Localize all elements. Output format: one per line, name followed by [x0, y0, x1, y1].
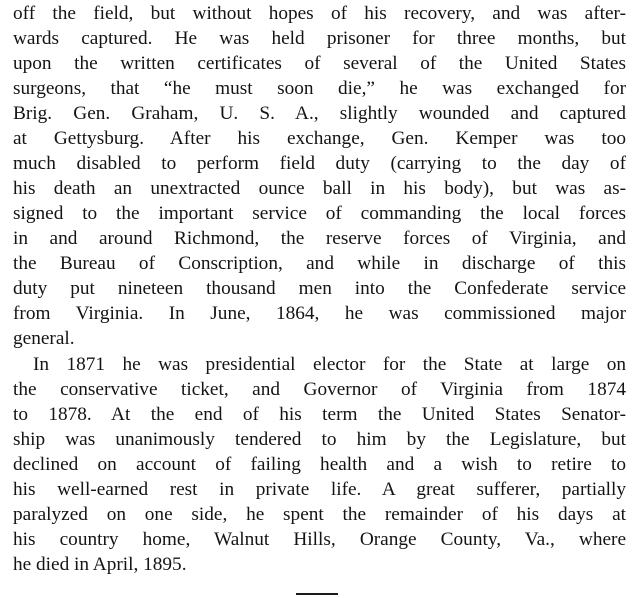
- text-line: general.: [13, 328, 75, 349]
- text-line: the Bureau of Conscription, and while in discharge of this: [13, 253, 626, 274]
- text-line: surgeons, that “he must soon die,” he was exchanged for: [13, 78, 626, 99]
- text-line: his death an unextracted ounce ball in his body), but was as-: [13, 178, 626, 199]
- text-line: signed to the important service of commanding the local forces: [13, 203, 626, 224]
- text-line: the conservative ticket, and Governor of Virginia from 1874: [13, 379, 626, 400]
- section-divider: [296, 593, 338, 595]
- text-line: his country home, Walnut Hills, Orange County, Va., where: [13, 529, 626, 550]
- text-line: at Gettysburg. After his exchange, Gen. Kemper was too: [13, 128, 626, 149]
- text-line: paralyzed on one side, he spent the remainder of his days at: [13, 504, 626, 525]
- text-line: his well-earned rest in private life. A great sufferer, partially: [13, 479, 626, 500]
- text-line: declined on account of failing health and a wish to retire to: [13, 454, 626, 475]
- text-line: in and around Richmond, the reserve forces of Virginia, and: [13, 228, 626, 249]
- text-line: upon the written certificates of several of the United States: [13, 53, 626, 74]
- text-line: off the field, but without hopes of his recovery, and was after-: [13, 3, 626, 24]
- text-line: from Virginia. In June, 1864, he was commissioned major: [13, 303, 626, 324]
- text-line: wards captured. He was held prisoner for three months, but: [13, 28, 626, 49]
- text-line: ship was unanimously tendered to him by the Legislature, but: [13, 429, 626, 450]
- text-line: to 1878. At the end of his term the United States Senator-: [13, 404, 626, 425]
- text-line: In 1871 he was presidential elector for the State at large on: [33, 354, 626, 375]
- text-line: Brig. Gen. Graham, U. S. A., slightly wounded and captured: [13, 103, 626, 124]
- text-line: duty put nineteen thousand men into the Confederate service: [13, 278, 626, 299]
- text-line: much disabled to perform field duty (carrying to the day of: [13, 153, 626, 174]
- text-line: he died in April, 1895.: [13, 554, 187, 575]
